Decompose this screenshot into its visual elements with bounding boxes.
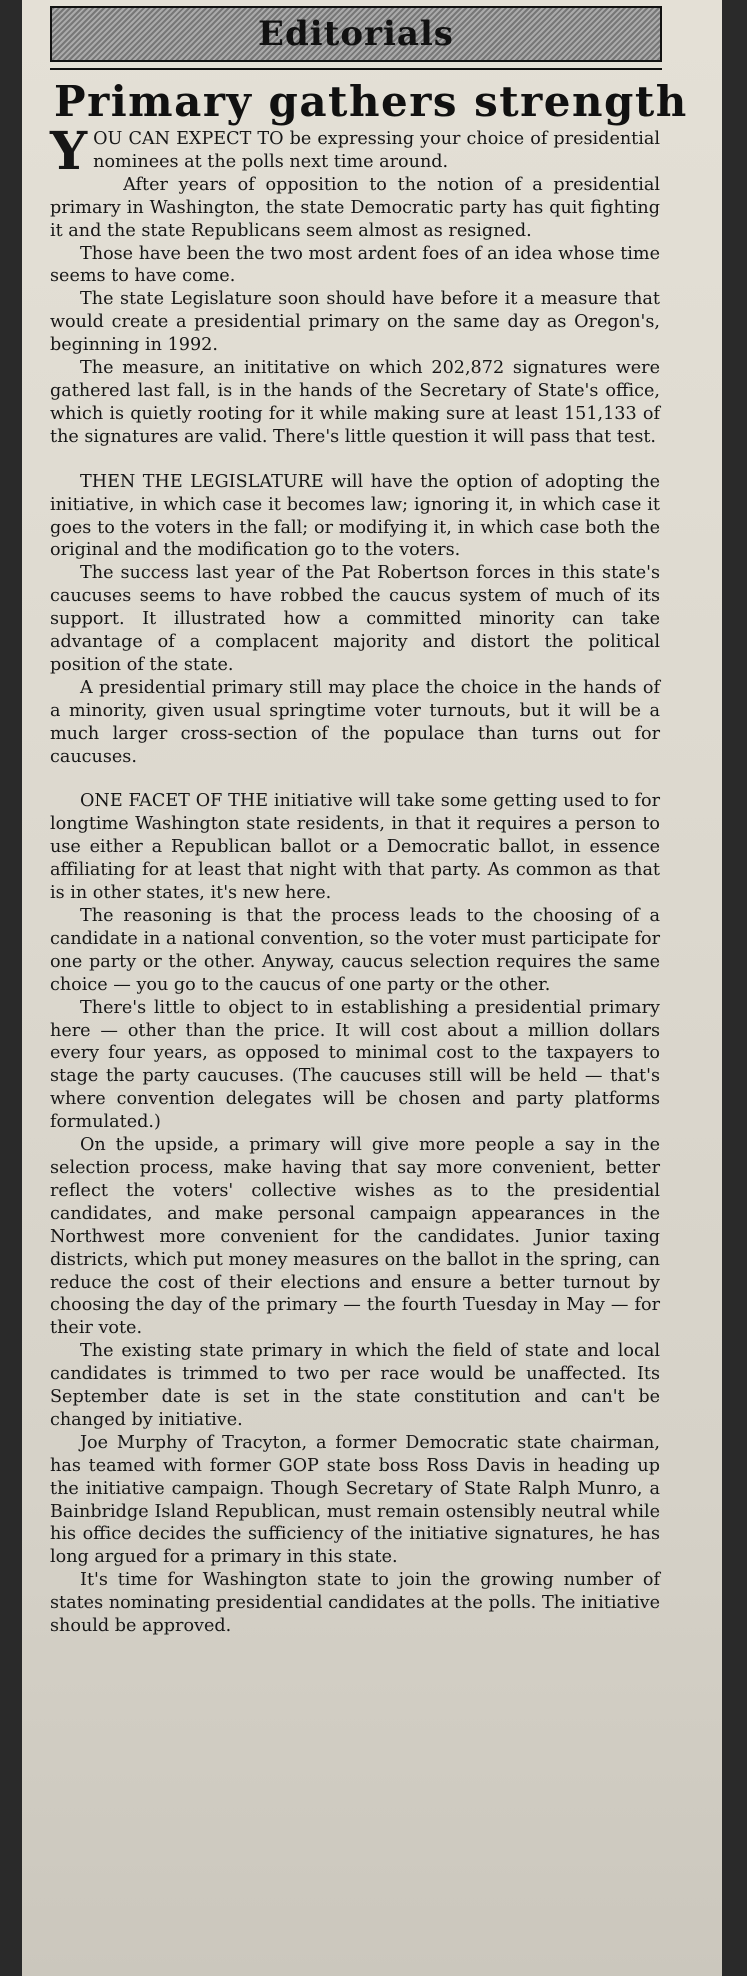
paragraph: The reasoning is that the process leads to the choosing of a candidate in a national convention, so the voter must participate for one party or the other. Anyway, caucus selection requires the same choice — you go to the caucus of one party or the other. bbox=[50, 906, 660, 995]
paragraph: The success last year of the Pat Robertson forces in this state's caucuses seems to have robbed the caucus system of much of its support. It illustrated how a committed minority can take advantage of a complacent majority and distort the political position of the state. bbox=[50, 563, 660, 675]
paragraph: It's time for Washington state to join the growing number of states nominating presidential candidates at the polls. The initiative should be approved. bbox=[50, 1570, 660, 1637]
paragraph: The existing state primary in which the field of state and local candidates is trimmed to two per race would be unaffected. Its September date is set in the state constitution and can't be changed by initiative. bbox=[50, 1341, 660, 1430]
paragraph: YOU CAN EXPECT TO be expressing your choice of presidential nominees at the polls next time around. bbox=[50, 121, 660, 182]
section-title: Editorials bbox=[258, 14, 454, 54]
paragraph: On the upside, a primary will give more people a say in the selection process, make having that say more convenient, better reflect the voters' collective wishes as to the presidential candidates, and make personal campaign appearances in the Northwest more convenient for the candidates. Junior taxing districts, which put money measures on the ballot in the spring, can reduce the cost of their elections and ensure a better turnout by choosing the day of the primary — the fourth Tuesday in May — for their vote. bbox=[50, 1135, 660, 1339]
headline: Primary gathers strength bbox=[54, 77, 688, 126]
section-banner bbox=[50, 6, 662, 62]
paragraph: Joe Murphy of Tracyton, a former Democratic state chairman, has teamed with former GOP state boss Ross Davis in heading up the initiative campaign. Though Secretary of State Ralph Munro, a Bainbridge Island Republican, must remain ostensibly neutral while his office decides the sufficiency of the initiative signatures, he has long argued for a primary in this state. bbox=[50, 1432, 660, 1568]
paragraph: A presidential primary still may place the choice in the hands of a minority, given usual springtime voter turnouts, but it will be a much larger cross-section of the populace than turns out for caucuses. bbox=[50, 677, 660, 767]
paragraph: The measure, an inititative on which 202,872 signatures were gathered last fall, is in the hands of the Secretary of State's office, which is quietly rooting for it while making sure at least 151,133 of the signatures are valid. There's little question it will pass that test. bbox=[50, 358, 660, 447]
paragraph: The state Legislature soon should have before it a measure that would create a presidential primary on the same day as Oregon's, beginning in 1992. bbox=[50, 289, 660, 356]
divider bbox=[50, 68, 662, 70]
article-body bbox=[50, 121, 660, 1638]
paragraph: After years of opposition to the notion of a presidential primary in Washington, the state Democratic party has quit fighting it and the state Republicans seem almost as resigned. bbox=[50, 174, 660, 241]
section-lead-paragraph: THEN THE LEGISLATURE will have the option of adopting the initiative, in which case it becomes law; ignoring it, in which case it goes to the voters in the fall; or modifying it, in which case both the original and the modification go to the voters. bbox=[50, 471, 660, 561]
newspaper-clipping bbox=[22, 0, 722, 1976]
section-lead-paragraph: ONE FACET OF THE initiative will take some getting used to for longtime Washington state residents, in that it requires a person to use either a Republican ballot or a Democratic ballot, in essence affiliating for at least that night with that party. As common as that is in other states, it's new here. bbox=[50, 791, 660, 904]
paragraph: There's little to object to in establishing a presidential primary here — other than the price. It will cost about a million dollars every four years, as opposed to minimal cost to the taxpayers to stage the party caucuses. (The caucuses still will be held — that's where convention delegates will be chosen and party platforms formulated.) bbox=[50, 997, 660, 1133]
paragraph: Those have been the two most ardent foes of an idea whose time seems to have come. bbox=[50, 243, 660, 287]
drop-cap: Y bbox=[50, 121, 88, 182]
